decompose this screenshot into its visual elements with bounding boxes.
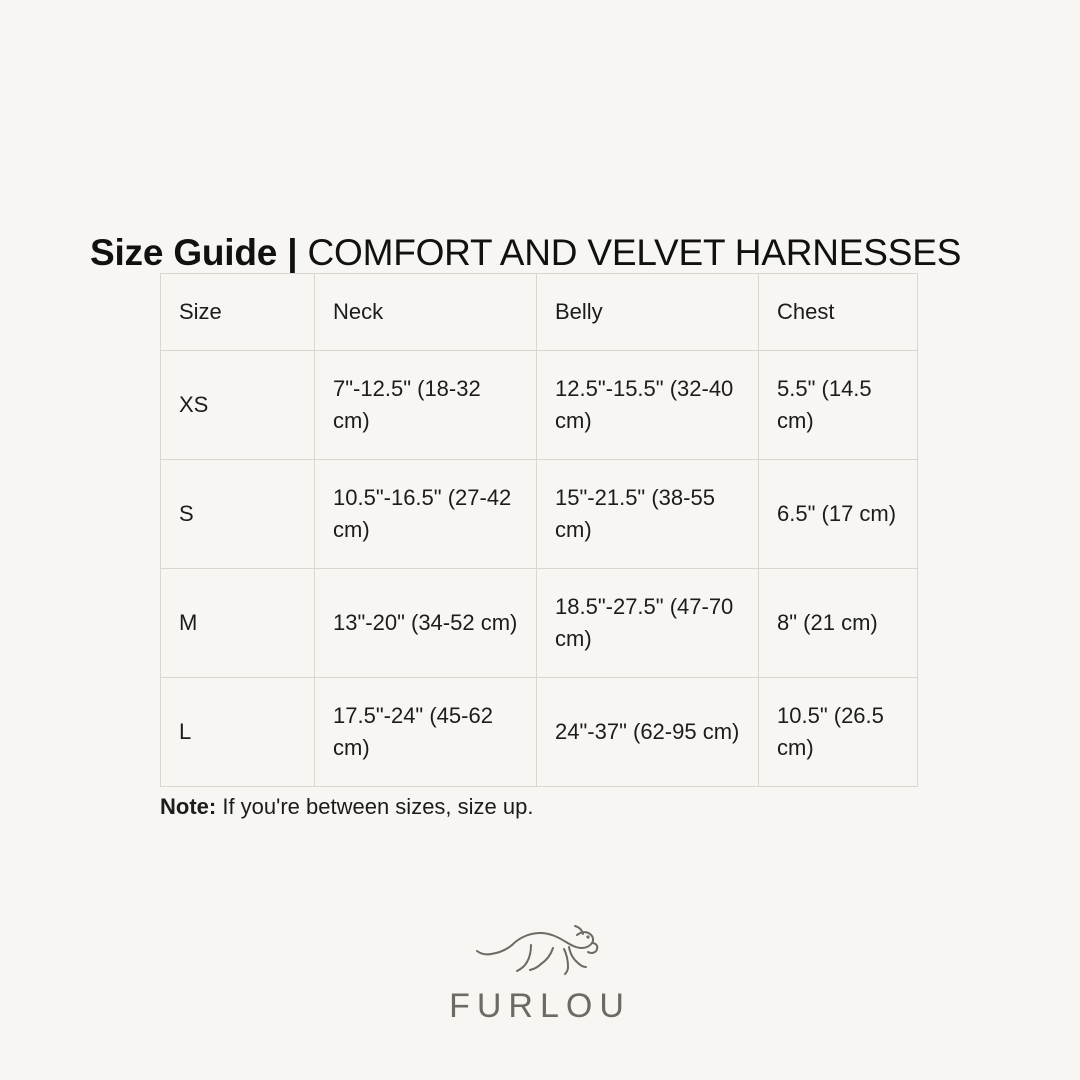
- cell-neck: 7"-12.5" (18-32 cm): [315, 351, 537, 460]
- column-header-belly: Belly: [537, 274, 759, 351]
- cell-belly: 15"-21.5" (38-55 cm): [537, 460, 759, 569]
- page-title-strong: Size Guide |: [90, 231, 298, 273]
- size-chart-table: [160, 273, 918, 787]
- cell-belly: 12.5"-15.5" (32-40 cm): [537, 351, 759, 460]
- column-header-chest: Chest: [759, 274, 918, 351]
- table-row: [161, 460, 918, 569]
- table-header-row: [161, 274, 918, 351]
- cell-size: S: [161, 460, 315, 569]
- note-text: If you're between sizes, size up.: [216, 794, 534, 819]
- cell-belly: 24"-37" (62-95 cm): [537, 678, 759, 787]
- cell-size: M: [161, 569, 315, 678]
- note-label: Note:: [160, 794, 217, 819]
- table-row: [161, 351, 918, 460]
- brand-name: FURLOU: [449, 987, 631, 1025]
- cell-neck: 10.5"-16.5" (27-42 cm): [315, 460, 537, 569]
- page-title-rest: COMFORT AND VELVET HARNESSES: [297, 231, 962, 273]
- cell-neck: 17.5"-24" (45-62 cm): [315, 678, 537, 787]
- column-header-size: Size: [161, 274, 315, 351]
- cell-chest: 10.5" (26.5 cm): [759, 678, 918, 787]
- cell-neck: 13"-20" (34-52 cm): [315, 569, 537, 678]
- cell-chest: 8" (21 cm): [759, 569, 918, 678]
- cell-size: L: [161, 678, 315, 787]
- brand-footer: [0, 915, 1080, 1026]
- cell-size: XS: [161, 351, 315, 460]
- column-header-neck: Neck: [315, 274, 537, 351]
- cell-belly: 18.5"-27.5" (47-70 cm): [537, 569, 759, 678]
- table-row: [161, 678, 918, 787]
- note: [160, 792, 533, 823]
- running-dachshund-icon: [465, 915, 615, 983]
- cell-chest: 6.5" (17 cm): [759, 460, 918, 569]
- page-title: [90, 231, 1010, 275]
- cell-chest: 5.5" (14.5 cm): [759, 351, 918, 460]
- table-row: [161, 569, 918, 678]
